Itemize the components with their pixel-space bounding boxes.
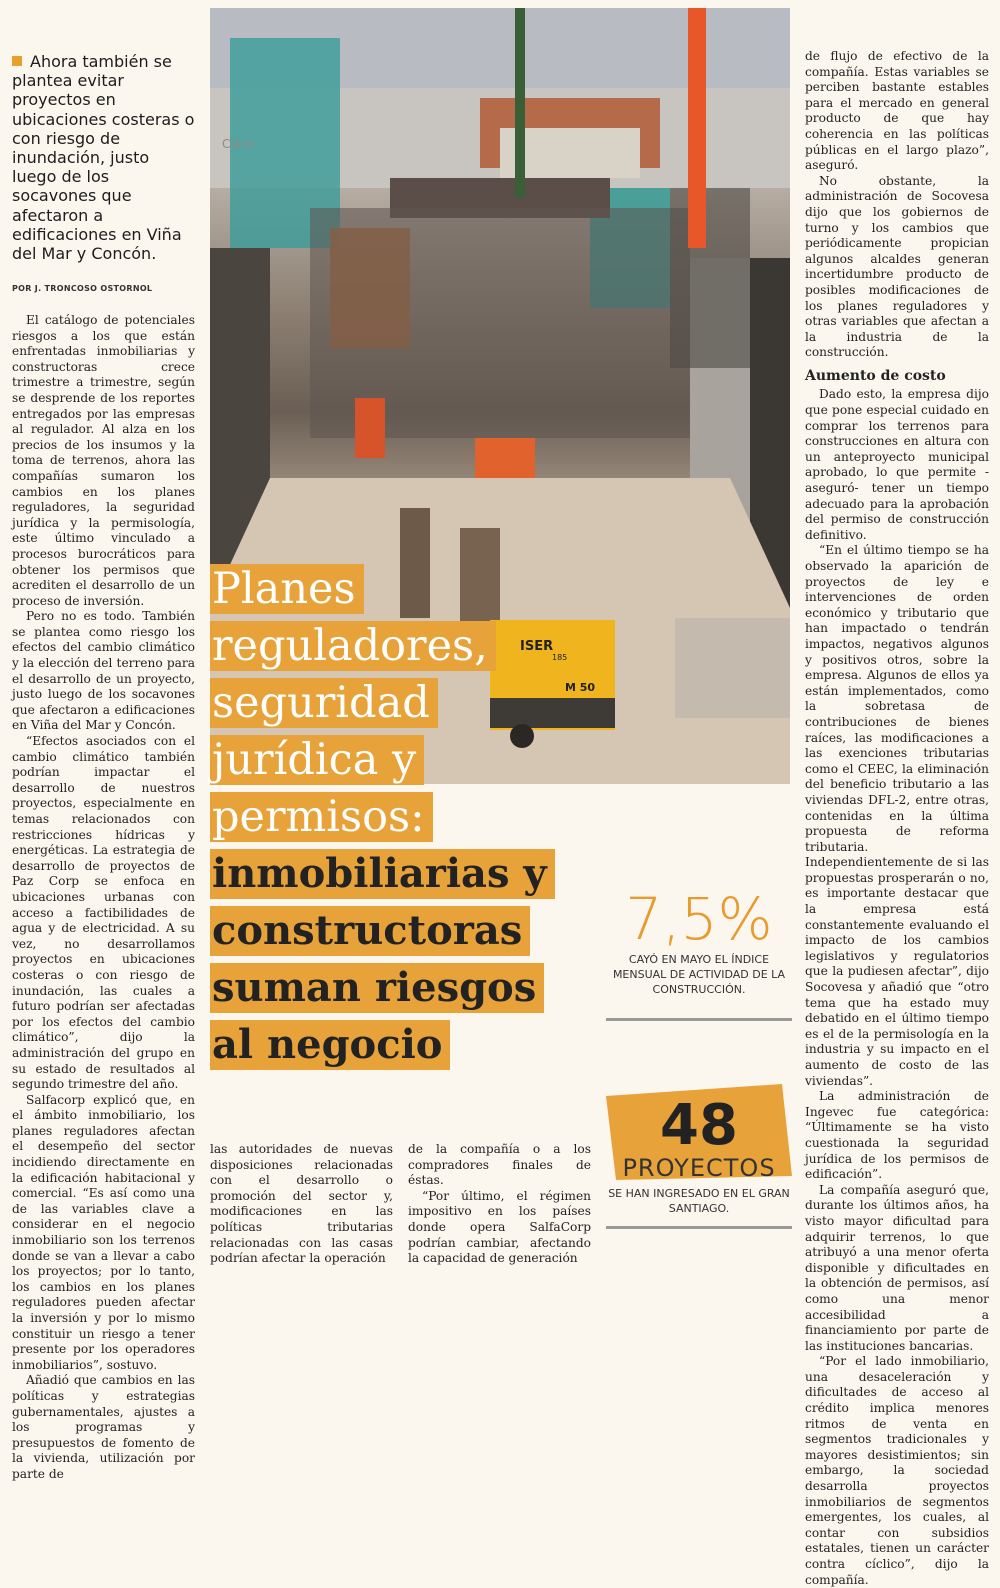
section-subheading: Aumento de costo <box>805 367 946 384</box>
divider <box>606 1018 792 1021</box>
machine-unit-label: 185 <box>552 653 568 662</box>
headline-line: reguladores, <box>210 621 496 671</box>
headline-line: jurídica y <box>210 735 424 785</box>
paragraph: “En el último tiempo se ha observado la aparición de proyectos de ley e intervenciones de orden económico y tributario que han impactado o tendrán impactos, negativos algunos y positivos otros, sobre la empresa. Algunos de ellos ya están implementados, como la sobretasa de contribuciones de bienes raíces, las modificaciones a las exenciones tributarias como el CEEC, la eliminación del beneficio tributario a las viviendas DFL-2, entre otras, contenidas en la última propuesta de reforma tributaria. Independientemente de si las propuestas prosperarán o no, es importante destacar que la empresa está constantemente evaluando el impacto de los cambios legislativos y regulatorios que la pudiesen afectar”, dijo Socovesa y añadió que “otro tema que ha estado muy debatido en el último tiempo es el de la permisología en la industria y su impacto en el aumento de costo de las viviendas”. <box>805 543 989 1088</box>
paragraph: las autoridades de nuevas disposiciones relacionadas con el desarrollo o promoción del sector y, modificaciones en las políticas tributarias relacionadas con las casas podrían afectar la operación <box>210 1142 393 1266</box>
stat-box-construction-index <box>606 886 792 997</box>
paragraph: “Efectos asociados con el cambio climático también podrían impactar el desarrollo de nuestros proyectos, especialmente en temas relacionados con restricciones hídricas y energéticas. La estrategia de desarrollo de proyectos de Paz Corp se enfoca en ubicaciones urbanas con acceso a factibilidades de agua y de electricidad. A su vez, no desarrollamos proyectos en ubicaciones costeras o con riesgo de inundación, las cuales a futuro podrían ser afectadas por los efectos del cambio climático”, dijo la administración del grupo en su estado de resultados al segundo trimestre del año. <box>12 734 195 1092</box>
headline-line: seguridad <box>210 678 438 728</box>
paragraph: La compañía aseguró que, durante los últimos años, ha visto mayor dificultad para adquirir terrenos, lo que atribuyó a una menor oferta disponible y dificultades en la obtención de permisos, así como una menor accesibilidad a financiamiento por parte de las instituciones bancarias. <box>805 1182 989 1353</box>
paragraph: Dado esto, la empresa dijo que pone especial cuidado en comprar los terrenos para construcciones en altura con un anteproyecto municipal aprobado, lo que permite -aseguró- tener un tiempo adecuado para la aprobación del permiso de construcción definitivo. <box>805 387 989 542</box>
article-column-2 <box>210 1142 393 1267</box>
paragraph: “Por último, el régimen impositivo en los países donde opera SalfaCorp podrían cambiar, afectando la capacidad de generación <box>408 1188 591 1266</box>
bullet-square-icon <box>12 56 22 66</box>
headline <box>210 564 590 1077</box>
lead-text: Ahora también se plantea evitar proyectos en ubicaciones costeras o con riesgo de inundación, justo luego de los socavones que afectaron a edificaciones en Viña del Mar y Concón. <box>12 52 195 264</box>
divider <box>606 1226 792 1229</box>
paragraph: Salfacorp explicó que, en el ámbito inmobiliario, los planes reguladores afectan el desempeño del sector incidiendo directamente en la edificación habitacional y comercial. “Es así como una de las variables clave a considerar en el negocio inmobiliario son los terrenos donde se van a llevar a cabo los proyectos; por lo tanto, los cambios en los planes reguladores pueden afectar la inversión y por lo mismo constituir un riesgo a tener presente por los operadores inmobiliarios”, sostuvo. <box>12 1092 195 1372</box>
stat-value: 7,5% <box>625 885 773 953</box>
article-column-4 <box>805 49 989 1588</box>
headline-line-bold: inmobiliarias y <box>210 849 555 899</box>
byline: POR J. TRONCOSO OSTORNOL <box>12 284 153 293</box>
photo-building-sign: Claro· <box>222 137 257 151</box>
paragraph: Pero no es todo. También se plantea como riesgo los efectos del cambio climático y la elección del terreno para el desarrollo de un proyecto, justo luego de los socavones que afectaron a edificaciones en Viña del Mar y Concón. <box>12 609 195 733</box>
paragraph: No obstante, la administración de Socovesa dijo que los gobiernos de turno y los cambios que periódicamente propician algunos alcaldes generan incertidumbre producto de posibles modificaciones de los planes reguladores y otras variables que afectan a la industria de la construcción. <box>805 173 989 360</box>
headline-line: permisos: <box>210 792 433 842</box>
article-column-1 <box>12 313 195 1483</box>
paragraph: Añadió que cambios en las políticas y estrategias gubernamentales, ajustes a los programas y presupuestos de fomento de la vivienda, utilización por parte de <box>12 1373 195 1481</box>
stat-value: 48 <box>660 1093 738 1158</box>
headline-line-bold: constructoras <box>210 906 530 956</box>
headline-line: Planes <box>210 564 364 614</box>
stat-caption: SE HAN INGRESADO EN EL GRAN SANTIAGO. <box>608 1187 790 1215</box>
paragraph: El catálogo de potenciales riesgos a los que están enfrentadas inmobiliarias y constructoras crece trimestre a trimestre, según se desprende de los reportes entregados por las empresas al regulador. Al alza en los precios de los insumos y la toma de terrenos, ahora las compañías sumaron los cambios en los planes reguladores, la seguridad jurídica y la permisología, este último vinculado a procesos burocráticos para obtener los permisos que acrediten el desarrollo de un proceso de inversión. <box>12 313 195 608</box>
headline-line-bold: suman riesgos <box>210 963 544 1013</box>
stat-box-projects <box>606 1084 792 1216</box>
paragraph: de flujo de efectivo de la compañía. Estas variables se perciben bastante estables para el mercado en general producto de que hay coherencia en las políticas públicas en el largo plazo”, aseguró. <box>805 49 989 173</box>
stat-caption: CAYÓ EN MAYO EL ÍNDICE MENSUAL DE ACTIVIDAD DE LA CONSTRUCCIÓN. <box>612 953 786 996</box>
lead-summary <box>12 52 197 263</box>
machine-model-label: M 50 <box>565 681 596 694</box>
headline-line-bold: al negocio <box>210 1020 450 1070</box>
paragraph: La administración de Ingevec fue categórica: “Últimamente se ha visto cuestionada la seguridad jurídica de los permisos de edificación”. <box>805 1089 989 1182</box>
article-column-3 <box>408 1142 591 1267</box>
stat-label: PROYECTOS <box>622 1154 776 1182</box>
machine-brand-label: ISER <box>520 639 554 654</box>
paragraph: “Por el lado inmobiliario, una desaceleración y dificultades de acceso al crédito implica menores ritmos de venta en segmentos tradicionales y mayores desistimientos; sin embargo, la sociedad desarrolla proyectos inmobiliarios de segmentos emergentes, los cuales, al contar con subsidios estatales, tienen un carácter contra cíclico”, dijo la compañía. <box>805 1354 989 1587</box>
paragraph: de la compañía o a los compradores finales de éstas. <box>408 1142 591 1188</box>
